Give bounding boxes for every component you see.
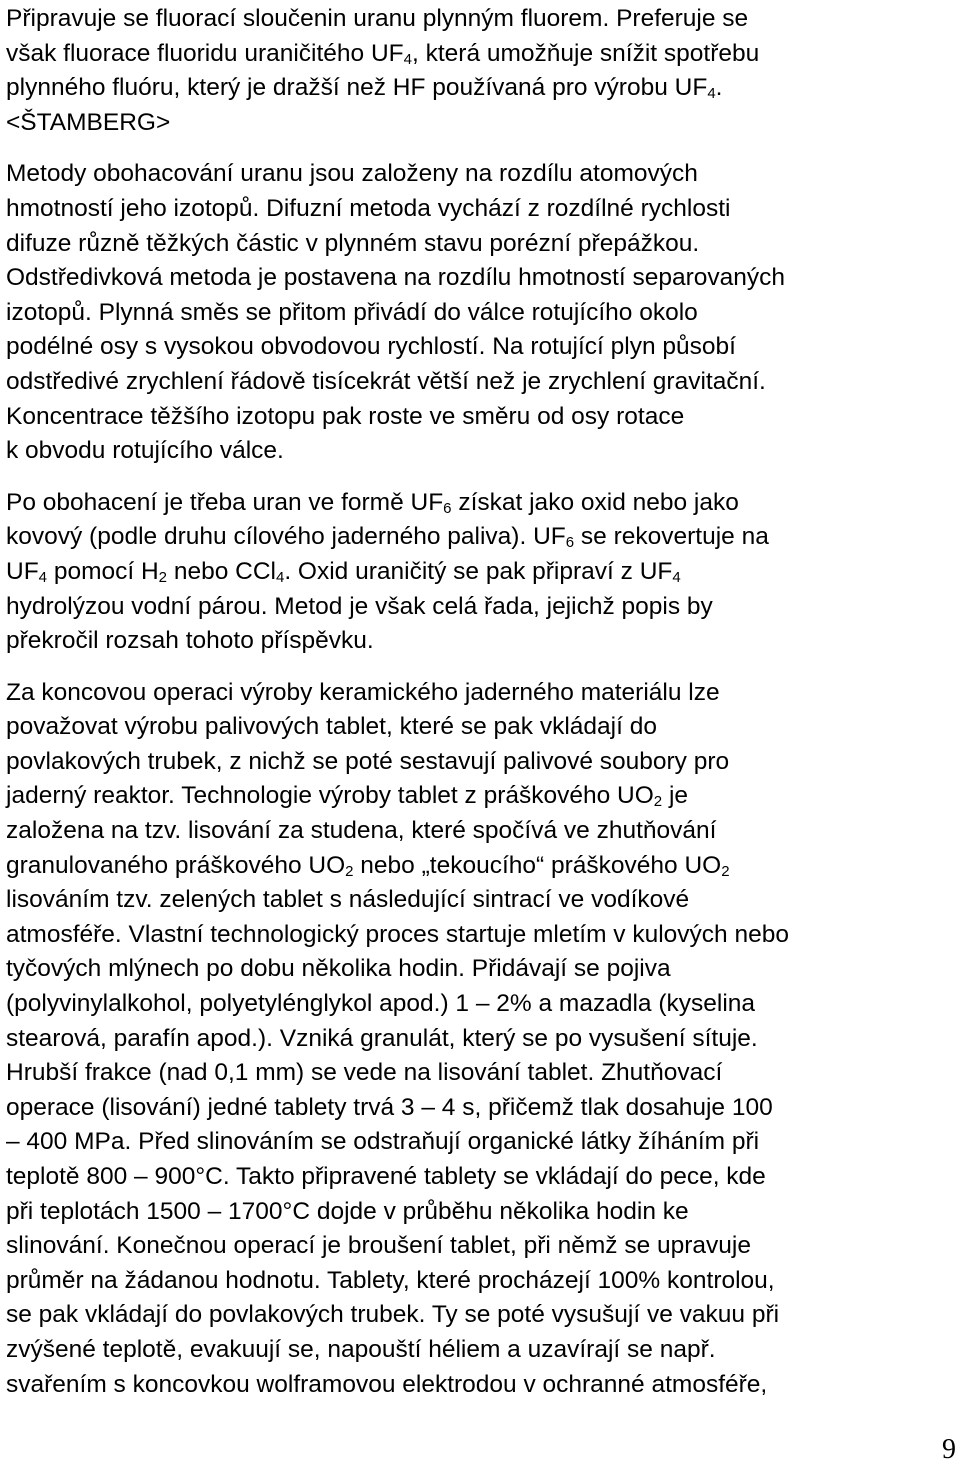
document-body: [6, 2, 956, 1402]
text-line: [6, 296, 956, 331]
text-line: [6, 987, 956, 1022]
text-line: [6, 1091, 956, 1126]
subscript: 2: [345, 862, 354, 880]
text-line: [6, 814, 956, 849]
text-line: [6, 486, 956, 521]
text-line: [6, 520, 956, 555]
text-run: jaderný reaktor. Technologie výroby tablet z práškového UO: [6, 782, 654, 810]
text-run: Hrubší frakce (nad 0,1 mm) se vede na lisování tablet. Zhutňovací: [6, 1059, 723, 1087]
subscript: 4: [707, 85, 716, 103]
text-run: svařením s koncovkou wolframovou elektrodou v ochranné atmosféře,: [6, 1370, 768, 1398]
text-line: [6, 883, 956, 918]
text-run: operace (lisování) jedné tablety trvá 3 – 4 s, přičemž tlak dosahuje 100: [6, 1093, 773, 1121]
text-line: [6, 192, 956, 227]
text-line: [6, 400, 956, 435]
text-run: nebo CCl: [167, 557, 276, 585]
text-run: založena na tzv. lisování za studena, které spočívá ve zhutňování: [6, 817, 717, 845]
text-run: Odstředivková metoda je postavena na rozdílu hmotností separovaných: [6, 264, 785, 292]
text-run: překročil rozsah tohoto příspěvku.: [6, 627, 374, 655]
text-run: Za koncovou operaci výroby keramického jaderného materiálu lze: [6, 678, 720, 706]
text-run: Po obohacení je třeba uran ve formě UF: [6, 488, 444, 516]
subscript: 6: [565, 534, 575, 552]
text-run: UF: [6, 557, 39, 585]
text-run: při teplotách 1500 – 1700°C dojde v průběhu několika hodin ke: [6, 1197, 689, 1225]
text-run: Metody obohacování uranu jsou založeny na rozdílu atomových: [6, 160, 698, 188]
text-line: [6, 106, 956, 141]
text-run: se rekovertuje na: [574, 523, 769, 551]
text-line: [6, 1125, 956, 1160]
subscript: 4: [672, 568, 681, 586]
text-run: slinování. Konečnou operací je broušení tablet, při němž se upravuje: [6, 1232, 751, 1260]
text-line: [6, 365, 956, 400]
text-line: [6, 779, 956, 814]
text-line: [6, 1056, 956, 1091]
text-line: [6, 330, 956, 365]
paragraph-conversion: [6, 486, 956, 659]
text-line: [6, 952, 956, 987]
subscript: 6: [443, 499, 452, 517]
text-run: k obvodu rotujícího válce.: [6, 437, 284, 465]
text-run: (polyvinylalkohol, polyetylénglykol apod.) 1 – 2% a mazadla (kyselina: [6, 990, 756, 1018]
text-line: [6, 1264, 956, 1299]
text-run: granulovaného práškového UO: [6, 851, 346, 879]
text-run: Koncentrace těžšího izotopu pak roste ve směru od osy rotace: [6, 402, 685, 430]
text-run: izotopů. Plynná směs se přitom přivádí do válce rotujícího okolo: [6, 298, 698, 326]
text-run: odstředivé zrychlení řádově tisícekrát větší než je zrychlení gravitační.: [6, 367, 766, 395]
text-run: získat jako oxid nebo jako: [451, 488, 739, 516]
text-line: [6, 918, 956, 953]
text-run: stearová, parafín apod.). Vzniká granulát, který se po vysušení sítuje.: [6, 1024, 758, 1052]
text-run: – 400 MPa. Před slinováním se odstraňují organické látky žíháním při: [6, 1128, 760, 1156]
text-run: hmotností jeho izotopů. Difuzní metoda vychází z rozdílné rychlosti: [6, 194, 731, 222]
subscript: 4: [275, 568, 285, 586]
text-run: povlakových trubek, z nichž se poté sestavují palivové soubory pro: [6, 747, 730, 775]
text-line: [6, 590, 956, 625]
text-line: [6, 1368, 956, 1403]
text-run: lisováním tzv. zelených tablet s následující sintrací ve vodíkové: [6, 886, 690, 914]
text-run: hydrolýzou vodní párou. Metod je však celá řada, jejichž popis by: [6, 592, 713, 620]
text-line: [6, 37, 956, 72]
text-run: podélné osy s vysokou obvodovou rychlostí. Na rotující plyn působí: [6, 333, 736, 361]
paragraph-fluorination: [6, 2, 956, 140]
text-run: považovat výrobu palivových tablet, které se pak vkládají do: [6, 713, 657, 741]
text-run: , která umožňuje snížit spotřebu: [411, 39, 760, 67]
paragraph-enrichment: [6, 157, 956, 468]
text-run: teplotě 800 – 900°C. Takto připravené tablety se vkládají do pece, kde: [6, 1163, 766, 1190]
subscript: 2: [653, 793, 663, 811]
text-line: [6, 71, 956, 106]
subscript: 2: [721, 862, 730, 880]
text-line: [6, 2, 956, 37]
text-run: atmosféře. Vlastní technologický proces startuje mletím v kulových nebo: [6, 920, 789, 948]
text-line: [6, 157, 956, 192]
text-run: .: [715, 74, 723, 102]
text-run: . Oxid uraničitý se pak připraví z UF: [284, 557, 673, 585]
text-line: [6, 710, 956, 745]
text-run: se pak vkládají do povlakových trubek. Ty se poté vysušují ve vakuu při: [6, 1301, 780, 1329]
text-run: průměr na žádanou hodnotu. Tablety, které procházejí 100% kontrolou,: [6, 1266, 775, 1294]
text-run: však fluorace fluoridu uraničitého UF: [6, 39, 404, 67]
text-line: [6, 261, 956, 296]
text-run: zvýšené teplotě, evakuují se, napouští héliem a uzavírají se např.: [6, 1335, 716, 1363]
paragraph-pellets: [6, 676, 956, 1402]
text-run: plynného fluóru, který je dražší než HF používaná pro výrobu UF: [6, 74, 708, 102]
text-run: tyčových mlýnech po dobu několika hodin. Přidávají se pojiva: [6, 955, 671, 983]
text-line: [6, 624, 956, 659]
text-line: [6, 1298, 956, 1333]
text-line: [6, 227, 956, 262]
text-line: [6, 849, 956, 884]
text-run: kovový (podle druhu cílového jaderného paliva). UF: [6, 523, 566, 551]
subscript: 4: [403, 50, 412, 68]
text-line: [6, 1195, 956, 1230]
text-line: [6, 555, 956, 590]
text-run: difuze různě těžkých částic v plynném stavu porézní přepážkou.: [6, 229, 700, 257]
text-run: Připravuje se fluorací sloučenin uranu plynným fluorem. Preferuje se: [6, 5, 749, 32]
text-line: [6, 434, 956, 469]
page-number: 9: [942, 1434, 956, 1465]
text-line: [6, 745, 956, 780]
subscript: 2: [158, 568, 168, 586]
text-line: [6, 1160, 956, 1195]
text-run: nebo „tekoucího“ práškového UO: [353, 851, 722, 879]
text-run: pomocí H: [47, 557, 159, 585]
text-line: [6, 1229, 956, 1264]
text-run: <ŠTAMBERG>: [6, 108, 171, 136]
text-line: [6, 1022, 956, 1057]
text-line: [6, 1333, 956, 1368]
text-line: [6, 676, 956, 711]
subscript: 4: [38, 568, 48, 586]
text-run: je: [662, 782, 689, 810]
